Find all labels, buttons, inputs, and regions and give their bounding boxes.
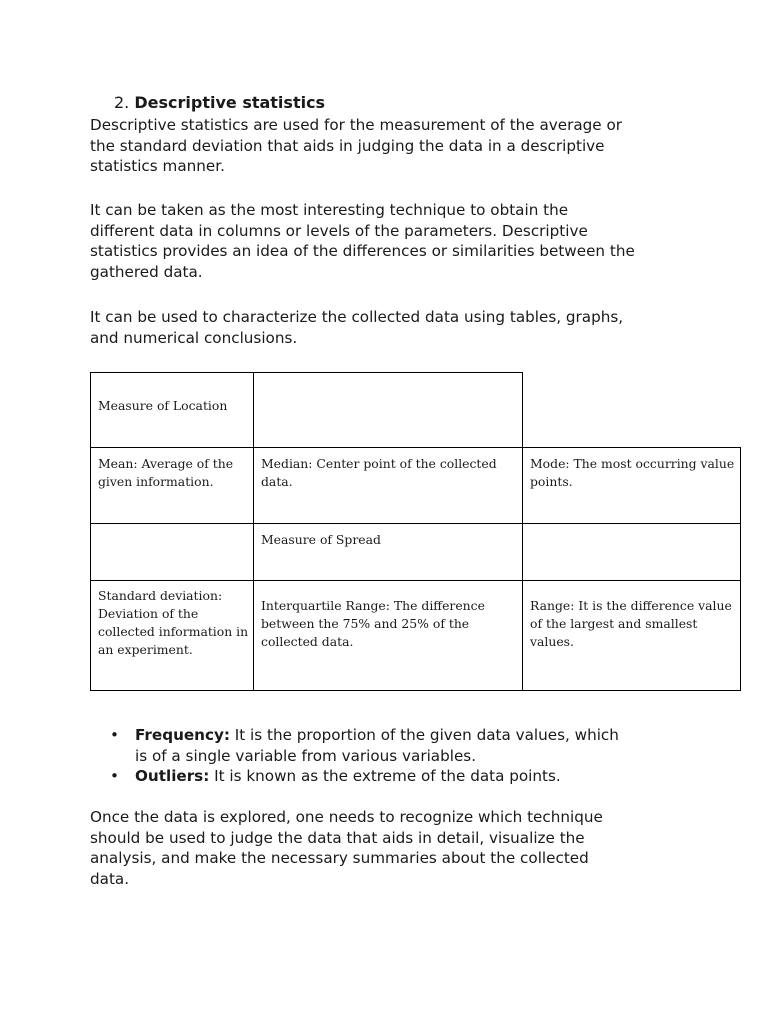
cell-text: Interquartile Range: The difference [261,598,485,613]
cell-text: Measure of Location [98,398,228,413]
paragraph-technique [90,200,690,282]
bullet-term: Frequency: [135,726,230,744]
bullet-text: It is the proportion of the given data values, which [229,726,619,744]
section-number: 2. [114,93,130,112]
table-border [253,372,254,691]
paragraph-line: analysis, and make the necessary summaries about the collected [90,849,589,867]
section-heading [114,93,325,113]
table-cell [253,455,522,491]
paragraph-line: It can be taken as the most interesting technique to obtain the [90,201,569,219]
cell-text: collected data. [261,634,354,649]
paragraph-intro [90,115,690,177]
table-border [90,523,741,524]
paragraph-line: gathered data. [90,262,203,281]
paragraph-line: should be used to judge the data that aids in detail, visualize the [90,828,585,847]
paragraph-line: Descriptive statistics are used for the measurement of the average or [90,116,623,134]
table-border [90,372,91,691]
table-cell [253,597,522,651]
list-item [110,725,619,766]
table-border [90,580,741,581]
cell-text: Median: Center point of the collected [261,456,497,471]
table-cell [90,455,253,491]
bullet-icon: • [110,767,119,785]
paragraph-closing [90,807,690,889]
bullet-list [110,725,619,787]
cell-text: given information. [98,474,214,489]
cell-text: points. [530,474,573,489]
section-title: Descriptive statistics [134,93,326,112]
cell-text: Mean: Average of the [98,456,234,471]
bullet-icon: • [110,726,119,744]
cell-text: between the 75% and 25% of the [261,616,470,631]
table-cell [90,397,253,415]
cell-text: an experiment. [98,642,193,657]
table-cell [522,597,740,651]
cell-text: Mode: The most occurring value [530,456,735,471]
cell-text: Range: It is the difference value [530,598,732,613]
cell-text: Standard deviation: [98,588,223,603]
table-border [90,372,523,373]
bullet-text: is of a single variable from various variables. [135,746,477,765]
table-cell [253,531,522,549]
table-border [740,447,741,691]
paragraph-line: statistics manner. [90,157,225,175]
paragraph-line: the standard deviation that aids in judging the data in a descriptive [90,136,605,155]
table-border [90,690,741,691]
bullet-text: It is known as the extreme of the data points. [209,767,561,785]
cell-text: collected information in [98,624,249,639]
bullet-term: Outliers: [135,767,210,785]
cell-text: values. [530,634,574,649]
table-border [522,372,523,691]
table-cell [522,455,740,491]
paragraph-line: Once the data is explored, one needs to recognize which technique [90,808,603,826]
table-border [90,447,741,448]
table-cell [90,587,253,659]
cell-text: Deviation of the [98,606,199,621]
cell-text: data. [261,474,293,489]
paragraph-line: data. [90,869,130,888]
cell-text: Measure of Spread [261,532,381,547]
paragraph-line: and numerical conclusions. [90,328,298,347]
paragraph-line: It can be used to characterize the collected data using tables, graphs, [90,308,624,326]
cell-text: of the largest and smallest [530,616,698,631]
paragraph-line: statistics provides an idea of the differences or similarities between the [90,242,635,260]
paragraph-line: different data in columns or levels of the parameters. Descriptive [90,221,588,240]
paragraph-characterize [90,307,690,348]
list-item [110,766,619,787]
